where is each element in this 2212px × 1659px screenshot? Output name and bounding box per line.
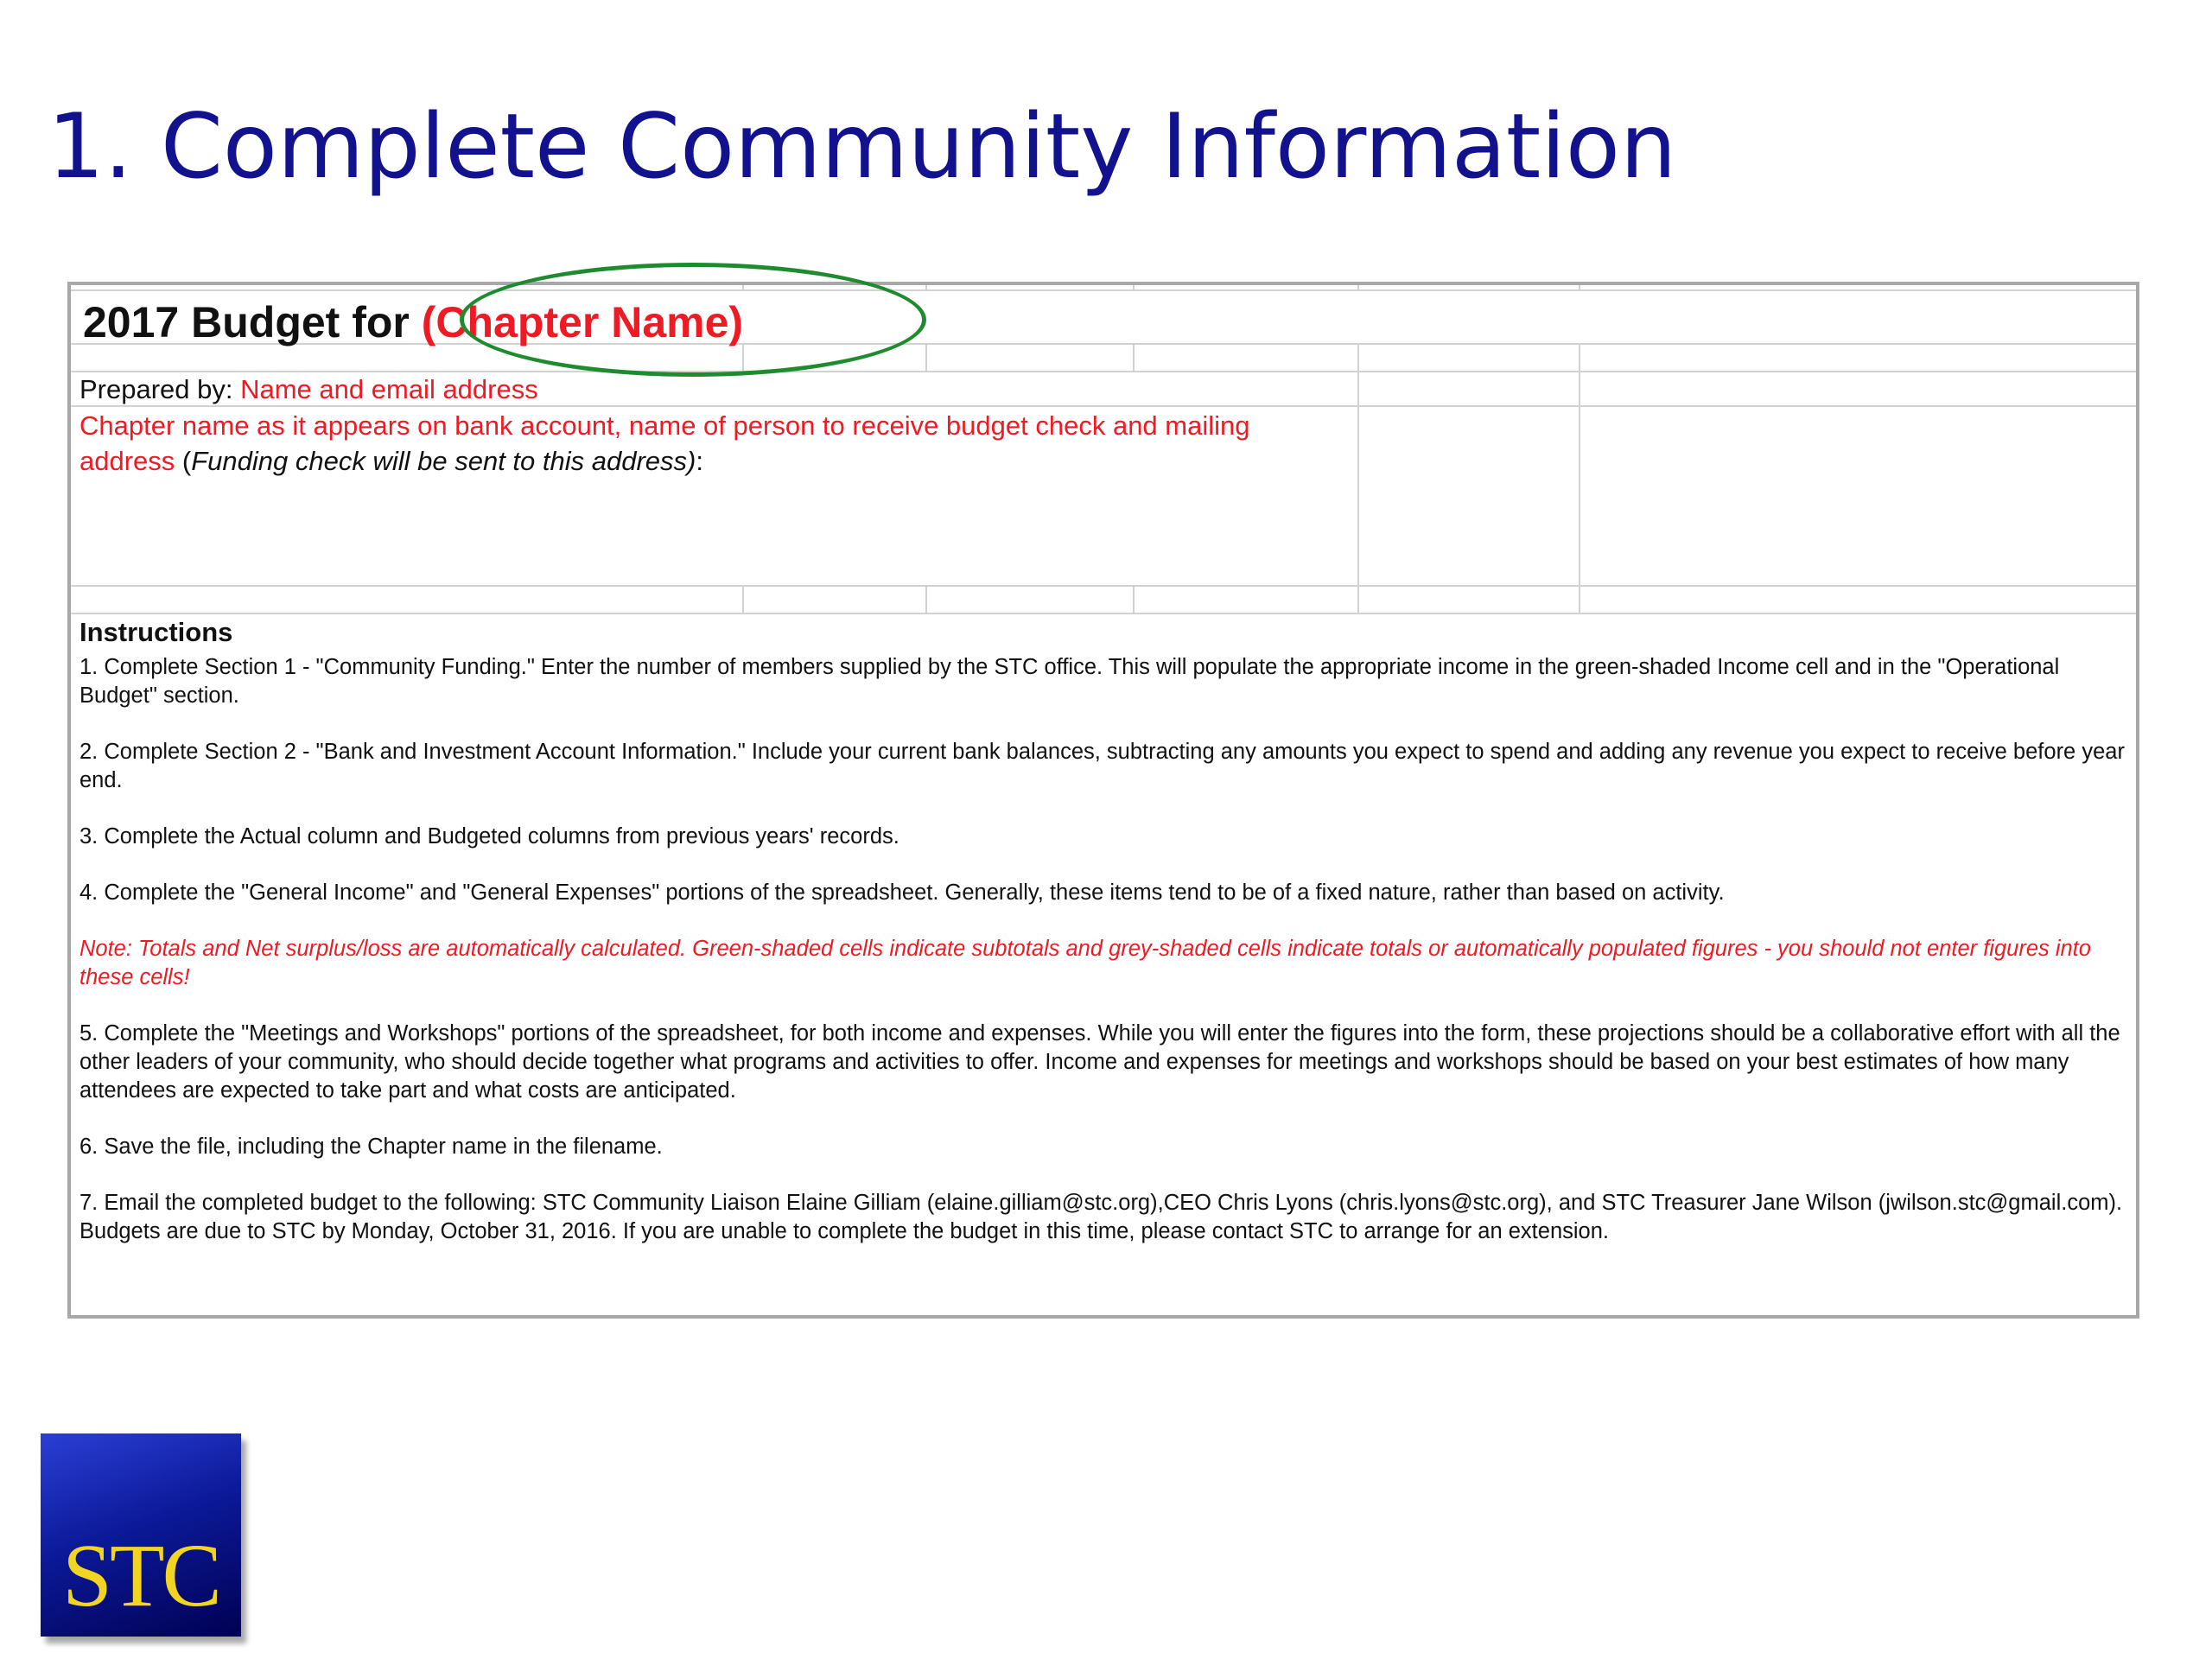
stc-logo-text: STC	[62, 1526, 219, 1625]
instructions-heading: Instructions	[79, 617, 233, 647]
prepared-by-label: Prepared by:	[79, 374, 241, 404]
mailing-note-open: (	[175, 446, 192, 476]
mailing-note: Funding check will be sent to this address)	[191, 446, 696, 476]
instruction-item: 3. Complete the Actual column and Budgeted columns from previous years' records.	[79, 824, 899, 849]
stc-logo-icon	[41, 1433, 241, 1637]
mailing-address-prompt	[79, 408, 1341, 479]
instructions-section	[79, 617, 2127, 1274]
instruction-item: 4. Complete the "General Income" and "General Expenses" portions of the spreadsheet. Generally, these items tend to be of a fixed nature, rather than based on activity.	[79, 880, 1725, 905]
mailing-note-close: :	[696, 446, 703, 476]
instruction-item: 2. Complete Section 2 - "Bank and Investment Account Information." Include your current bank balances, subtracting any amounts you expect to spend and adding any revenue you expect to receive before year end.	[79, 740, 2125, 792]
highlight-ellipse-annotation	[460, 263, 926, 377]
slide-title: 1. Complete Community Information	[48, 95, 1677, 199]
budget-heading-prefix: 2017 Budget for	[83, 298, 422, 346]
prepared-by-row	[79, 372, 538, 408]
instructions-note: Note: Totals and Net surplus/loss are automatically calculated. Green-shaded cells indicate subtotals and grey-shaded cells indicate totals or automatically populated figures - you should not enter figures into these cells!	[79, 937, 2091, 989]
instruction-item: 7. Email the completed budget to the following: STC Community Liaison Elaine Gilliam (elaine.gilliam@stc.org),CEO Chris Lyons (chris.lyons@stc.org), and STC Treasurer Jane Wilson (jwilson.stc@gmail.com). Budgets are due to STC by Monday, October 31, 2016. If you are unable to complete the budget in this time, please contact STC to arrange for an extension.	[79, 1191, 2123, 1243]
instruction-item: 6. Save the file, including the Chapter name in the filename.	[79, 1135, 663, 1159]
instruction-item: 5. Complete the "Meetings and Workshops" portions of the spreadsheet, for both income and expenses. While you will enter the figures into the form, these projections should be a collaborative effort with all the other leaders of your community, who should decide together what programs and activities to offer. Income and expenses for meetings and workshops should be based on your best estimates of how many attendees are expected to take part and what costs are anticipated.	[79, 1021, 2120, 1103]
spreadsheet-budget-form	[67, 282, 2139, 1319]
mailing-address-prompt-text: Chapter name as it appears on bank account, name of person to receive budget check and mailing address	[79, 410, 1250, 476]
instruction-item: 1. Complete Section 1 - "Community Funding." Enter the number of members supplied by the STC office. This will populate the appropriate income in the green-shaded Income cell and in the "Operational Budget" section.	[79, 655, 2060, 708]
chapter-name-placeholder: (Chapter Name)	[421, 298, 744, 346]
prepared-by-value: Name and email address	[240, 374, 538, 404]
